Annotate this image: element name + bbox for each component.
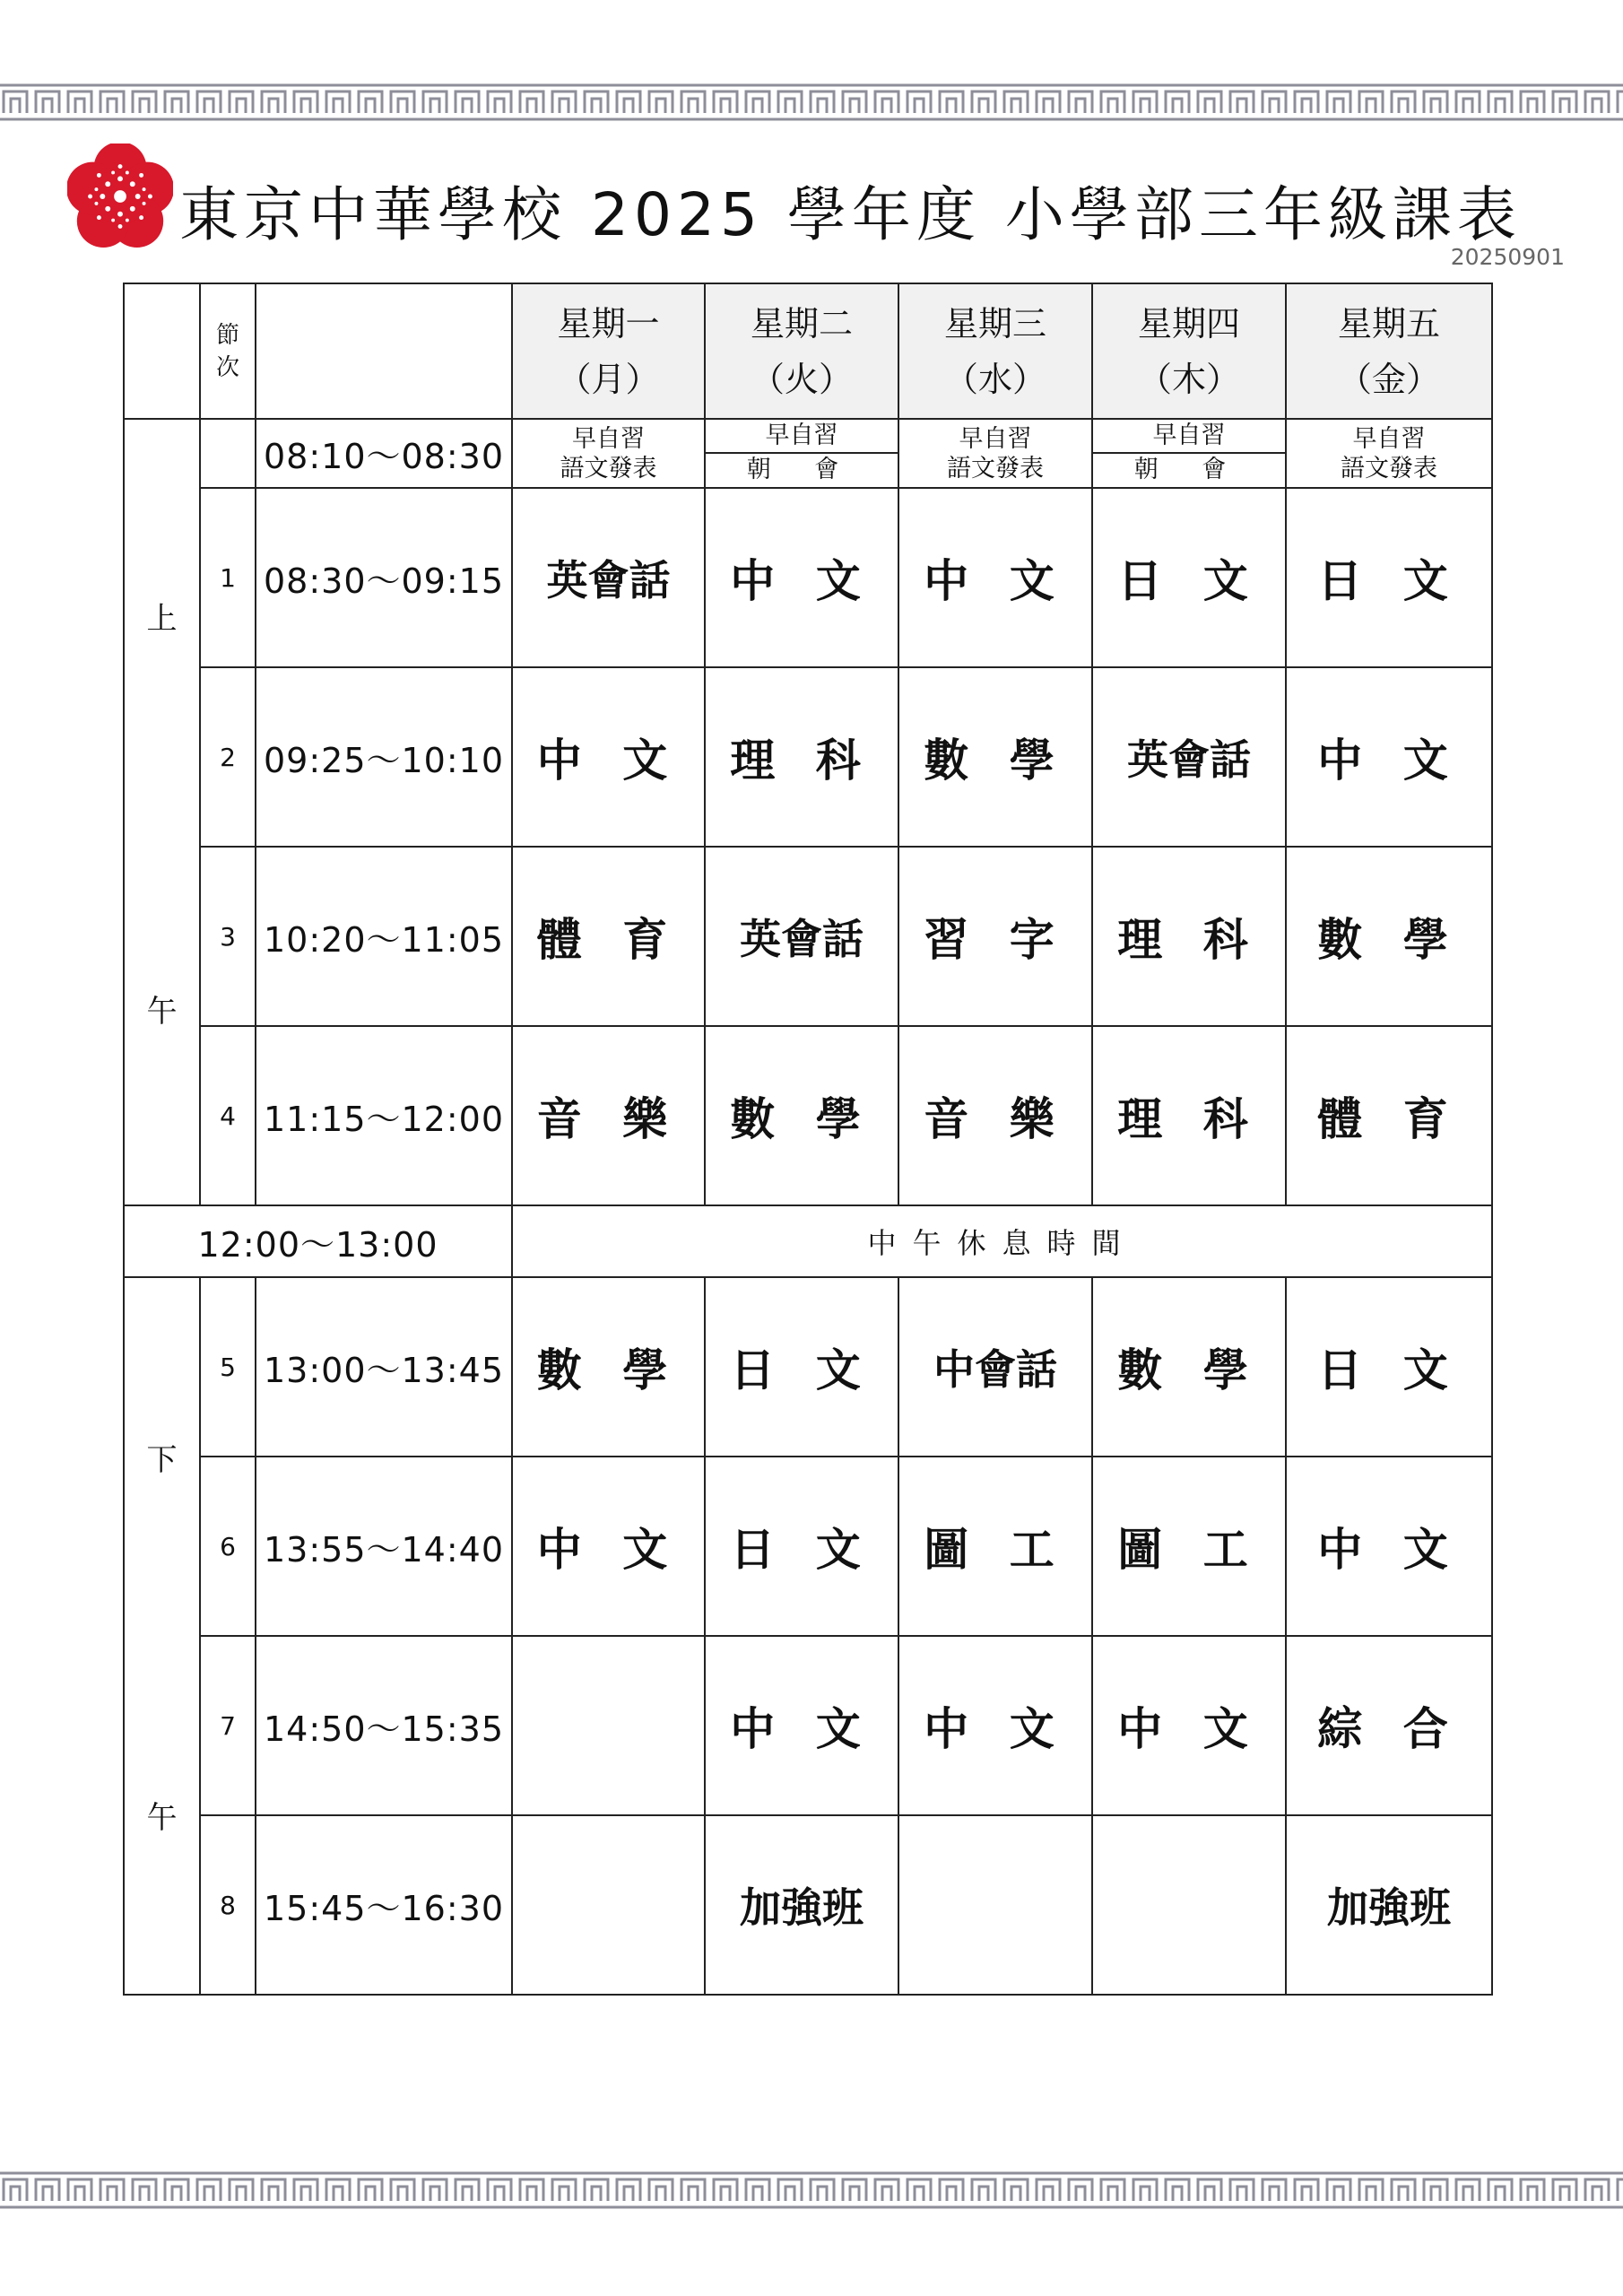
lunch-break-label: 中午休息時間: [513, 1206, 1493, 1278]
morning-bottom: 朝 會: [746, 456, 857, 483]
subject-cell: 中 文: [899, 489, 1093, 668]
day-header-wed: [899, 284, 1093, 420]
subject-cell: [1093, 1816, 1287, 1996]
morning-top: 早自習: [1352, 424, 1426, 453]
day-abbr: （月）: [557, 359, 660, 399]
subject-cell: 理 科: [1093, 848, 1287, 1027]
subject-cell: 體 育: [1287, 1027, 1493, 1206]
am-label: [125, 420, 201, 1206]
key-pattern-top: [0, 83, 1623, 122]
subject-cell: 中 文: [706, 489, 899, 668]
morning-bottom: 語文發表: [1341, 454, 1437, 483]
am-label-char: 上: [146, 601, 178, 638]
pm-label-char: 午: [146, 1800, 178, 1836]
morning-top: 早自習: [572, 424, 645, 453]
day-name: 星期一: [557, 303, 660, 344]
period-time: 10:20～11:05: [256, 848, 513, 1027]
time-header: [256, 284, 513, 420]
document-code: 20250901: [1450, 244, 1565, 270]
subject-cell: 圖 工: [1093, 1457, 1287, 1637]
key-pattern-bottom: [0, 2170, 1623, 2210]
morning-top: 早自習: [1093, 420, 1285, 454]
subject-cell: 日 文: [706, 1278, 899, 1457]
period-number: 7: [201, 1637, 256, 1816]
subject-cell: 中 文: [1093, 1637, 1287, 1816]
subject-cell: 數 學: [513, 1278, 706, 1457]
subject-cell: 英會話: [1093, 668, 1287, 848]
plum-blossom-logo-icon: [67, 144, 173, 249]
subject-cell: 體 育: [513, 848, 706, 1027]
header: [67, 144, 1565, 270]
top-decorative-border: [0, 83, 1623, 122]
morning-cell: [706, 420, 899, 489]
period-time: 13:00～13:45: [256, 1278, 513, 1457]
corner-cell: [125, 284, 201, 420]
bottom-decorative-border: [0, 2170, 1623, 2210]
day-abbr: （水）: [943, 359, 1046, 399]
subject-cell: 數 學: [899, 668, 1093, 848]
morning-cell: [899, 420, 1093, 489]
period-number: 8: [201, 1816, 256, 1996]
day-header-tue: [706, 284, 899, 420]
subject-cell: 音 樂: [513, 1027, 706, 1206]
period-header-char: 節: [215, 321, 239, 349]
subject-cell: 綜 合: [1287, 1637, 1493, 1816]
morning-top: 早自習: [959, 424, 1032, 453]
subject-cell: 理 科: [706, 668, 899, 848]
subject-cell: 中 文: [706, 1637, 899, 1816]
subject-cell: 日 文: [1093, 489, 1287, 668]
subject-cell: [899, 1816, 1093, 1996]
morning-cell: [1093, 420, 1287, 489]
day-header-fri: [1287, 284, 1493, 420]
period-number: 1: [201, 489, 256, 668]
morning-time: 08:10～08:30: [256, 420, 513, 489]
period-number: 3: [201, 848, 256, 1027]
morning-top: 早自習: [706, 420, 898, 454]
period-header: [201, 284, 256, 420]
morning-period-num: [201, 420, 256, 489]
subject-cell: 日 文: [1287, 1278, 1493, 1457]
subject-cell: 英會話: [513, 489, 706, 668]
morning-bottom: 語文發表: [560, 454, 657, 483]
period-time: 09:25～10:10: [256, 668, 513, 848]
page-title: 東京中華學校 2025 學年度 小學部三年級課表: [179, 180, 1522, 249]
subject-cell: 理 科: [1093, 1027, 1287, 1206]
day-abbr: （火）: [750, 359, 853, 399]
day-abbr: （金）: [1337, 359, 1440, 399]
period-number: 4: [201, 1027, 256, 1206]
subject-cell: 習 字: [899, 848, 1093, 1027]
day-name: 星期二: [750, 303, 853, 344]
day-name: 星期四: [1137, 303, 1240, 344]
am-label-char: 午: [146, 993, 178, 1030]
pm-label-char: 下: [146, 1442, 178, 1478]
morning-bottom: 朝 會: [1133, 456, 1245, 483]
subject-cell: 音 樂: [899, 1027, 1093, 1206]
period-time: 08:30～09:15: [256, 489, 513, 668]
day-header-mon: [513, 284, 706, 420]
subject-cell: [513, 1816, 706, 1996]
day-header-thu: [1093, 284, 1287, 420]
subject-cell: 圖 工: [899, 1457, 1093, 1637]
timetable: [123, 283, 1493, 1996]
subject-cell: 加強班: [1287, 1816, 1493, 1996]
subject-cell: [513, 1637, 706, 1816]
morning-cell: [513, 420, 706, 489]
subject-cell: 數 學: [1287, 848, 1493, 1027]
period-time: 11:15～12:00: [256, 1027, 513, 1206]
subject-cell: 英會話: [706, 848, 899, 1027]
subject-cell: 中 文: [513, 668, 706, 848]
lunch-time: 12:00～13:00: [125, 1206, 513, 1278]
period-number: 6: [201, 1457, 256, 1637]
subject-cell: 中 文: [1287, 668, 1493, 848]
period-time: 15:45～16:30: [256, 1816, 513, 1996]
period-number: 5: [201, 1278, 256, 1457]
day-name: 星期三: [943, 303, 1046, 344]
subject-cell: 日 文: [706, 1457, 899, 1637]
subject-cell: 中 文: [513, 1457, 706, 1637]
subject-cell: 中會話: [899, 1278, 1093, 1457]
subject-cell: 中 文: [899, 1637, 1093, 1816]
subject-cell: 日 文: [1287, 489, 1493, 668]
morning-bottom: 語文發表: [947, 454, 1044, 483]
subject-cell: 數 學: [1093, 1278, 1287, 1457]
day-abbr: （木）: [1137, 359, 1240, 399]
subject-cell: 數 學: [706, 1027, 899, 1206]
day-name: 星期五: [1337, 303, 1440, 344]
period-time: 14:50～15:35: [256, 1637, 513, 1816]
period-number: 2: [201, 668, 256, 848]
morning-cell: [1287, 420, 1493, 489]
pm-label: [125, 1278, 201, 1996]
subject-cell: 加強班: [706, 1816, 899, 1996]
period-time: 13:55～14:40: [256, 1457, 513, 1637]
subject-cell: 中 文: [1287, 1457, 1493, 1637]
period-header-char: 次: [215, 353, 239, 381]
